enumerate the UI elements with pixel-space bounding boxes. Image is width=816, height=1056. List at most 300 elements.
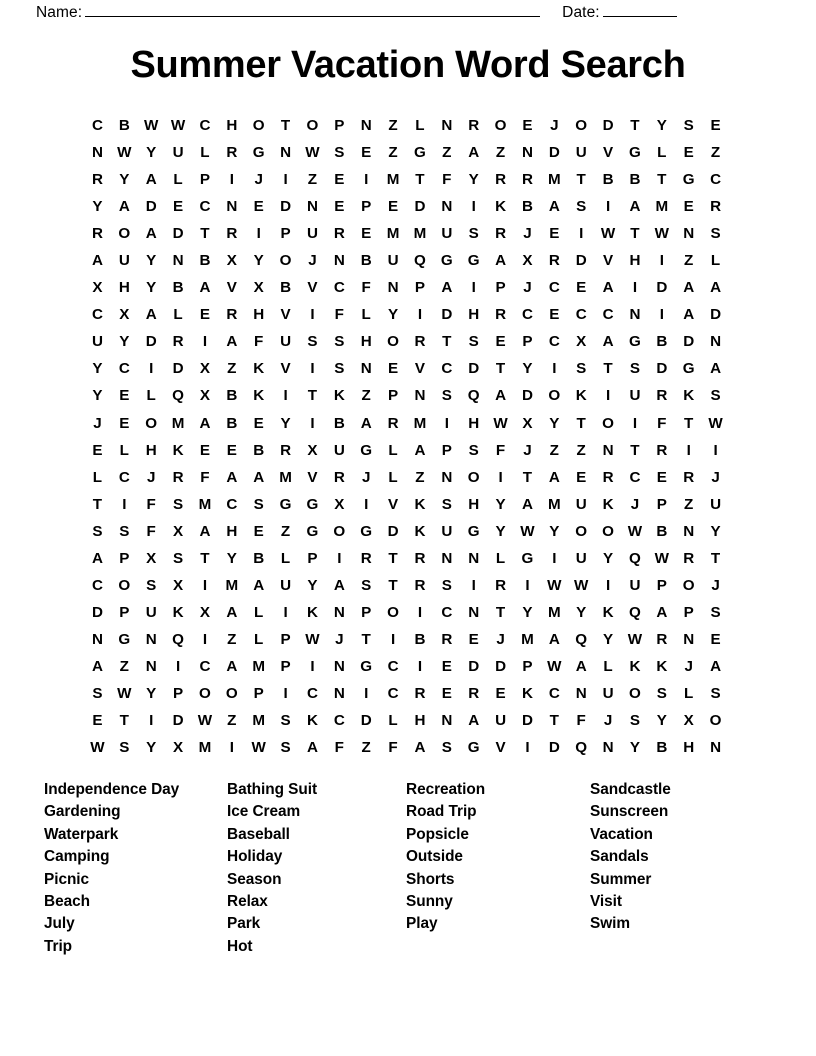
grid-cell[interactable]: E: [387, 198, 399, 216]
grid-cell[interactable]: D: [414, 198, 426, 216]
grid-cell[interactable]: U: [629, 576, 641, 594]
grid-cell[interactable]: X: [334, 495, 345, 513]
grid-cell[interactable]: L: [684, 684, 694, 702]
grid-cell[interactable]: M: [547, 171, 561, 189]
grid-cell[interactable]: H: [468, 495, 480, 513]
grid-cell[interactable]: A: [91, 657, 103, 675]
grid-cell[interactable]: A: [199, 414, 211, 432]
grid-cell[interactable]: S: [92, 522, 103, 540]
grid-cell[interactable]: G: [629, 144, 641, 162]
grid-cell[interactable]: J: [523, 279, 532, 297]
grid-cell[interactable]: A: [602, 333, 614, 351]
grid-cell[interactable]: Y: [602, 549, 614, 567]
word-list-item[interactable]: Outside: [406, 848, 463, 866]
grid-cell[interactable]: S: [629, 360, 640, 378]
grid-cell[interactable]: I: [310, 414, 315, 432]
grid-cell[interactable]: C: [710, 171, 722, 189]
grid-cell[interactable]: C: [387, 684, 399, 702]
grid-cell[interactable]: E: [549, 306, 560, 324]
grid-cell[interactable]: C: [199, 657, 211, 675]
word-list-item[interactable]: Vacation: [590, 825, 653, 843]
grid-cell[interactable]: O: [279, 252, 292, 270]
word-list-item[interactable]: Park: [227, 915, 261, 933]
grid-cell[interactable]: T: [361, 630, 371, 648]
grid-cell[interactable]: T: [119, 712, 129, 730]
grid-cell[interactable]: O: [629, 684, 641, 702]
grid-cell[interactable]: H: [253, 306, 265, 324]
grid-cell[interactable]: L: [495, 549, 506, 567]
grid-cell[interactable]: P: [387, 387, 399, 405]
grid-cell[interactable]: O: [709, 712, 722, 730]
grid-cell[interactable]: U: [441, 225, 453, 243]
grid-cell[interactable]: A: [441, 279, 453, 297]
grid-cell[interactable]: N: [333, 603, 345, 621]
grid-cell[interactable]: E: [334, 171, 345, 189]
grid-cell[interactable]: R: [656, 441, 668, 459]
grid-cell[interactable]: P: [522, 333, 533, 351]
grid-cell[interactable]: P: [199, 171, 210, 189]
grid-cell[interactable]: B: [226, 414, 238, 432]
grid-cell[interactable]: I: [686, 441, 691, 459]
grid-cell[interactable]: E: [119, 387, 130, 405]
grid-cell[interactable]: E: [92, 441, 103, 459]
grid-cell[interactable]: D: [602, 117, 614, 134]
grid-cell[interactable]: Y: [307, 576, 318, 594]
grid-cell[interactable]: M: [225, 576, 239, 594]
grid-cell[interactable]: D: [145, 198, 157, 216]
grid-cell[interactable]: A: [253, 468, 265, 486]
grid-cell[interactable]: O: [225, 684, 238, 702]
grid-cell[interactable]: I: [310, 306, 315, 324]
grid-cell[interactable]: R: [333, 468, 345, 486]
grid-cell[interactable]: I: [364, 495, 369, 513]
grid-cell[interactable]: R: [548, 252, 560, 270]
grid-cell[interactable]: T: [549, 712, 559, 730]
grid-cell[interactable]: A: [91, 252, 103, 270]
grid-cell[interactable]: I: [579, 225, 584, 243]
grid-cell[interactable]: S: [119, 522, 130, 540]
grid-cell[interactable]: N: [683, 522, 695, 540]
grid-cell[interactable]: N: [575, 684, 587, 702]
grid-cell[interactable]: A: [710, 360, 722, 378]
grid-cell[interactable]: L: [254, 630, 264, 648]
grid-cell[interactable]: W: [144, 117, 159, 134]
grid-cell[interactable]: H: [118, 279, 130, 297]
grid-cell[interactable]: A: [145, 171, 157, 189]
grid-cell[interactable]: T: [576, 414, 586, 432]
grid-cell[interactable]: T: [576, 171, 586, 189]
grid-cell[interactable]: E: [387, 360, 399, 378]
grid-cell[interactable]: P: [280, 657, 291, 675]
grid-cell[interactable]: F: [334, 739, 344, 757]
grid-cell[interactable]: J: [630, 495, 640, 513]
grid-cell[interactable]: K: [172, 441, 184, 459]
word-list-item[interactable]: Shorts: [406, 870, 455, 888]
grid-cell[interactable]: B: [629, 171, 641, 189]
grid-cell[interactable]: O: [387, 603, 399, 621]
grid-cell[interactable]: I: [632, 279, 638, 297]
grid-cell[interactable]: J: [496, 630, 505, 648]
grid-cell[interactable]: N: [333, 252, 345, 270]
grid-cell[interactable]: L: [415, 117, 425, 134]
grid-cell[interactable]: R: [414, 684, 426, 702]
grid-cell[interactable]: U: [495, 712, 507, 730]
grid-cell[interactable]: W: [600, 225, 616, 243]
grid-cell[interactable]: Y: [226, 549, 237, 567]
grid-cell[interactable]: I: [175, 657, 181, 675]
grid-cell[interactable]: G: [467, 739, 480, 757]
grid-cell[interactable]: E: [495, 333, 506, 351]
grid-cell[interactable]: C: [629, 468, 641, 486]
grid-cell[interactable]: I: [364, 684, 369, 702]
grid-cell[interactable]: E: [253, 198, 264, 216]
word-list-item[interactable]: Hot: [227, 937, 253, 955]
grid-cell[interactable]: D: [495, 657, 507, 675]
grid-cell[interactable]: E: [334, 198, 345, 216]
grid-cell[interactable]: V: [307, 279, 318, 297]
grid-cell[interactable]: K: [602, 495, 614, 513]
grid-cell[interactable]: B: [172, 279, 184, 297]
grid-cell[interactable]: G: [629, 333, 641, 351]
grid-cell[interactable]: N: [360, 360, 372, 378]
grid-cell[interactable]: Y: [146, 252, 157, 270]
grid-cell[interactable]: S: [656, 684, 667, 702]
grid-cell[interactable]: Z: [227, 360, 237, 378]
grid-cell[interactable]: B: [253, 441, 265, 459]
grid-cell[interactable]: Q: [467, 387, 480, 405]
grid-cell[interactable]: J: [308, 252, 317, 270]
grid-cell[interactable]: P: [361, 198, 372, 216]
grid-cell[interactable]: K: [306, 603, 318, 621]
grid-cell[interactable]: Y: [602, 630, 614, 648]
grid-cell[interactable]: R: [226, 225, 238, 243]
grid-cell[interactable]: V: [495, 739, 506, 757]
grid-cell[interactable]: I: [283, 387, 288, 405]
grid-cell[interactable]: O: [387, 333, 399, 351]
grid-cell[interactable]: I: [149, 360, 154, 378]
grid-cell[interactable]: A: [575, 657, 587, 675]
grid-cell[interactable]: N: [441, 468, 453, 486]
grid-cell[interactable]: J: [684, 657, 693, 675]
grid-cell[interactable]: I: [310, 657, 315, 675]
grid-cell[interactable]: T: [495, 603, 506, 621]
grid-cell[interactable]: I: [417, 657, 423, 675]
grid-cell[interactable]: P: [253, 684, 264, 702]
word-list-item[interactable]: Recreation: [406, 781, 486, 798]
grid-cell[interactable]: Y: [656, 712, 667, 730]
grid-cell[interactable]: T: [200, 225, 210, 243]
grid-cell[interactable]: A: [414, 441, 426, 459]
grid-cell[interactable]: C: [91, 576, 103, 594]
grid-cell[interactable]: V: [280, 360, 291, 378]
grid-cell[interactable]: T: [630, 117, 640, 134]
grid-cell[interactable]: A: [145, 306, 157, 324]
grid-cell[interactable]: A: [226, 468, 238, 486]
grid-cell[interactable]: E: [119, 414, 130, 432]
grid-cell[interactable]: O: [602, 522, 614, 540]
grid-cell[interactable]: O: [548, 387, 561, 405]
grid-cell[interactable]: X: [119, 306, 130, 324]
name-write-line[interactable]: [85, 4, 540, 17]
grid-cell[interactable]: R: [656, 630, 668, 648]
word-list-item[interactable]: Visit: [590, 892, 622, 910]
grid-cell[interactable]: D: [548, 739, 560, 757]
grid-cell[interactable]: S: [334, 360, 345, 378]
grid-cell[interactable]: P: [656, 495, 667, 513]
grid-cell[interactable]: O: [494, 117, 507, 134]
grid-cell[interactable]: T: [388, 549, 398, 567]
grid-cell[interactable]: D: [548, 144, 560, 162]
grid-cell[interactable]: S: [576, 360, 587, 378]
grid-cell[interactable]: X: [172, 576, 184, 594]
grid-cell[interactable]: C: [226, 495, 238, 513]
grid-cell[interactable]: N: [710, 739, 722, 757]
grid-cell[interactable]: C: [548, 333, 560, 351]
grid-cell[interactable]: M: [386, 225, 400, 243]
grid-cell[interactable]: D: [656, 279, 668, 297]
grid-cell[interactable]: B: [253, 549, 265, 567]
grid-cell[interactable]: V: [226, 279, 237, 297]
grid-cell[interactable]: S: [441, 387, 452, 405]
grid-cell[interactable]: O: [252, 117, 265, 134]
grid-cell[interactable]: Q: [629, 549, 641, 567]
grid-cell[interactable]: D: [145, 333, 157, 351]
grid-cell[interactable]: N: [468, 603, 480, 621]
grid-cell[interactable]: R: [226, 306, 238, 324]
grid-cell[interactable]: D: [521, 712, 533, 730]
grid-cell[interactable]: I: [122, 495, 127, 513]
grid-cell[interactable]: P: [172, 684, 184, 702]
grid-cell[interactable]: Z: [576, 441, 586, 459]
grid-cell[interactable]: N: [602, 441, 614, 459]
grid-cell[interactable]: T: [495, 360, 506, 378]
grid-cell[interactable]: A: [118, 198, 130, 216]
grid-cell[interactable]: V: [602, 144, 614, 162]
grid-cell[interactable]: U: [145, 603, 157, 621]
grid-cell[interactable]: Z: [684, 495, 694, 513]
grid-cell[interactable]: S: [710, 684, 721, 702]
grid-cell[interactable]: Z: [549, 441, 559, 459]
grid-cell[interactable]: K: [253, 360, 265, 378]
grid-cell[interactable]: R: [333, 225, 345, 243]
grid-cell[interactable]: U: [91, 333, 103, 351]
grid-cell[interactable]: Z: [280, 522, 291, 540]
grid-cell[interactable]: Y: [92, 360, 103, 378]
grid-cell[interactable]: P: [334, 117, 345, 134]
grid-cell[interactable]: I: [471, 198, 476, 216]
grid-cell[interactable]: J: [523, 225, 532, 243]
grid-cell[interactable]: G: [360, 657, 373, 675]
grid-cell[interactable]: W: [493, 414, 508, 432]
grid-cell[interactable]: I: [605, 387, 611, 405]
grid-cell[interactable]: G: [467, 522, 480, 540]
grid-cell[interactable]: Y: [92, 198, 103, 216]
grid-cell[interactable]: G: [306, 522, 319, 540]
grid-cell[interactable]: S: [683, 117, 694, 134]
grid-cell[interactable]: I: [498, 468, 503, 486]
grid-cell[interactable]: N: [91, 630, 103, 648]
grid-cell[interactable]: Y: [522, 360, 533, 378]
grid-cell[interactable]: U: [602, 684, 614, 702]
grid-cell[interactable]: P: [414, 279, 425, 297]
grid-cell[interactable]: Q: [575, 630, 588, 648]
grid-cell[interactable]: Z: [388, 117, 398, 134]
grid-cell[interactable]: I: [525, 576, 530, 594]
grid-cell[interactable]: B: [333, 414, 345, 432]
grid-cell[interactable]: U: [575, 495, 587, 513]
grid-cell[interactable]: H: [468, 306, 480, 324]
grid-cell[interactable]: I: [310, 360, 315, 378]
grid-cell[interactable]: U: [575, 144, 587, 162]
grid-cell[interactable]: E: [172, 198, 184, 216]
grid-cell[interactable]: S: [468, 333, 479, 351]
grid-cell[interactable]: J: [550, 117, 559, 134]
grid-cell[interactable]: E: [468, 630, 479, 648]
word-list-item[interactable]: Picnic: [44, 870, 90, 888]
grid-cell[interactable]: P: [522, 657, 533, 675]
grid-cell[interactable]: W: [547, 657, 562, 675]
grid-cell[interactable]: Y: [656, 117, 667, 134]
grid-cell[interactable]: K: [414, 522, 426, 540]
grid-cell[interactable]: R: [226, 144, 238, 162]
grid-cell[interactable]: H: [414, 712, 426, 730]
grid-cell[interactable]: O: [575, 117, 588, 134]
grid-cell[interactable]: U: [333, 441, 345, 459]
grid-cell[interactable]: D: [656, 360, 668, 378]
grid-cell[interactable]: O: [199, 684, 211, 702]
grid-cell[interactable]: W: [251, 739, 266, 757]
grid-cell[interactable]: C: [306, 684, 318, 702]
grid-cell[interactable]: T: [307, 387, 318, 405]
grid-cell[interactable]: M: [413, 225, 427, 243]
grid-cell[interactable]: D: [280, 198, 292, 216]
grid-cell[interactable]: S: [280, 712, 291, 730]
grid-cell[interactable]: Z: [307, 171, 318, 189]
grid-cell[interactable]: S: [361, 576, 372, 594]
word-list-item[interactable]: Gardening: [44, 803, 121, 821]
grid-cell[interactable]: B: [656, 522, 668, 540]
word-list-item[interactable]: Independence Day: [44, 781, 180, 798]
grid-cell[interactable]: K: [656, 657, 668, 675]
grid-cell[interactable]: N: [629, 306, 641, 324]
grid-cell[interactable]: L: [388, 441, 398, 459]
grid-cell[interactable]: Y: [468, 171, 479, 189]
grid-cell[interactable]: N: [602, 739, 614, 757]
grid-cell[interactable]: V: [387, 495, 399, 513]
grid-cell[interactable]: T: [522, 468, 533, 486]
grid-cell[interactable]: E: [92, 712, 103, 730]
grid-cell[interactable]: A: [468, 712, 480, 730]
grid-cell[interactable]: X: [199, 360, 210, 378]
grid-cell[interactable]: R: [468, 684, 480, 702]
grid-cell[interactable]: X: [307, 441, 318, 459]
grid-cell[interactable]: C: [575, 306, 587, 324]
grid-cell[interactable]: W: [654, 225, 669, 243]
grid-cell[interactable]: G: [440, 252, 453, 270]
grid-cell[interactable]: Y: [522, 603, 533, 621]
grid-cell[interactable]: E: [656, 468, 667, 486]
grid-cell[interactable]: W: [520, 522, 535, 540]
grid-cell[interactable]: C: [91, 117, 103, 134]
grid-cell[interactable]: E: [253, 414, 264, 432]
grid-cell[interactable]: I: [229, 171, 234, 189]
grid-cell[interactable]: P: [119, 603, 130, 621]
grid-cell[interactable]: E: [441, 657, 452, 675]
grid-cell[interactable]: S: [468, 441, 479, 459]
grid-cell[interactable]: N: [683, 225, 695, 243]
grid-cell[interactable]: S: [629, 712, 640, 730]
grid-cell[interactable]: B: [280, 279, 292, 297]
grid-cell[interactable]: S: [119, 739, 130, 757]
grid-cell[interactable]: C: [118, 360, 130, 378]
grid-cell[interactable]: U: [118, 252, 130, 270]
grid-cell[interactable]: L: [254, 603, 264, 621]
grid-cell[interactable]: H: [226, 117, 238, 134]
grid-cell[interactable]: O: [682, 576, 695, 594]
grid-cell[interactable]: N: [306, 198, 318, 216]
grid-cell[interactable]: S: [441, 495, 452, 513]
grid-cell[interactable]: U: [387, 252, 399, 270]
grid-cell[interactable]: Y: [253, 252, 264, 270]
grid-cell[interactable]: L: [388, 712, 398, 730]
grid-cell[interactable]: I: [283, 684, 288, 702]
grid-cell[interactable]: W: [654, 549, 669, 567]
grid-cell[interactable]: J: [146, 468, 156, 486]
grid-cell[interactable]: F: [146, 522, 156, 540]
word-list-item[interactable]: Play: [406, 915, 438, 933]
grid-cell[interactable]: Y: [146, 739, 157, 757]
grid-cell[interactable]: S: [172, 495, 184, 513]
word-list-item[interactable]: Bathing Suit: [227, 781, 318, 798]
grid-cell[interactable]: O: [118, 576, 131, 594]
grid-cell[interactable]: Y: [549, 414, 560, 432]
grid-cell[interactable]: P: [495, 279, 506, 297]
grid-cell[interactable]: A: [226, 333, 238, 351]
grid-cell[interactable]: R: [414, 576, 426, 594]
grid-cell[interactable]: N: [333, 684, 345, 702]
grid-cell[interactable]: G: [682, 360, 695, 378]
grid-cell[interactable]: A: [548, 468, 560, 486]
grid-cell[interactable]: R: [521, 171, 533, 189]
grid-cell[interactable]: R: [468, 117, 480, 134]
grid-cell[interactable]: R: [280, 441, 292, 459]
grid-cell[interactable]: A: [414, 739, 426, 757]
grid-cell[interactable]: A: [629, 198, 641, 216]
grid-cell[interactable]: I: [390, 630, 396, 648]
grid-cell[interactable]: N: [145, 657, 157, 675]
word-list-item[interactable]: Sandals: [590, 848, 649, 866]
grid-cell[interactable]: S: [710, 225, 721, 243]
grid-cell[interactable]: I: [444, 414, 449, 432]
grid-cell[interactable]: D: [575, 252, 587, 270]
grid-cell[interactable]: Q: [414, 252, 426, 270]
grid-cell[interactable]: N: [468, 549, 480, 567]
grid-cell[interactable]: S: [576, 198, 587, 216]
grid-cell[interactable]: T: [388, 576, 398, 594]
grid-cell[interactable]: Q: [172, 630, 184, 648]
grid-cell[interactable]: W: [627, 522, 643, 540]
grid-cell[interactable]: A: [199, 522, 211, 540]
grid-cell[interactable]: E: [361, 225, 372, 243]
grid-cell[interactable]: R: [495, 225, 507, 243]
grid-cell[interactable]: C: [521, 306, 533, 324]
grid-cell[interactable]: D: [172, 225, 184, 243]
grid-cell[interactable]: I: [202, 630, 208, 648]
grid-cell[interactable]: A: [360, 414, 372, 432]
grid-cell[interactable]: V: [280, 306, 291, 324]
grid-cell[interactable]: K: [306, 712, 318, 730]
grid-cell[interactable]: R: [710, 198, 722, 216]
